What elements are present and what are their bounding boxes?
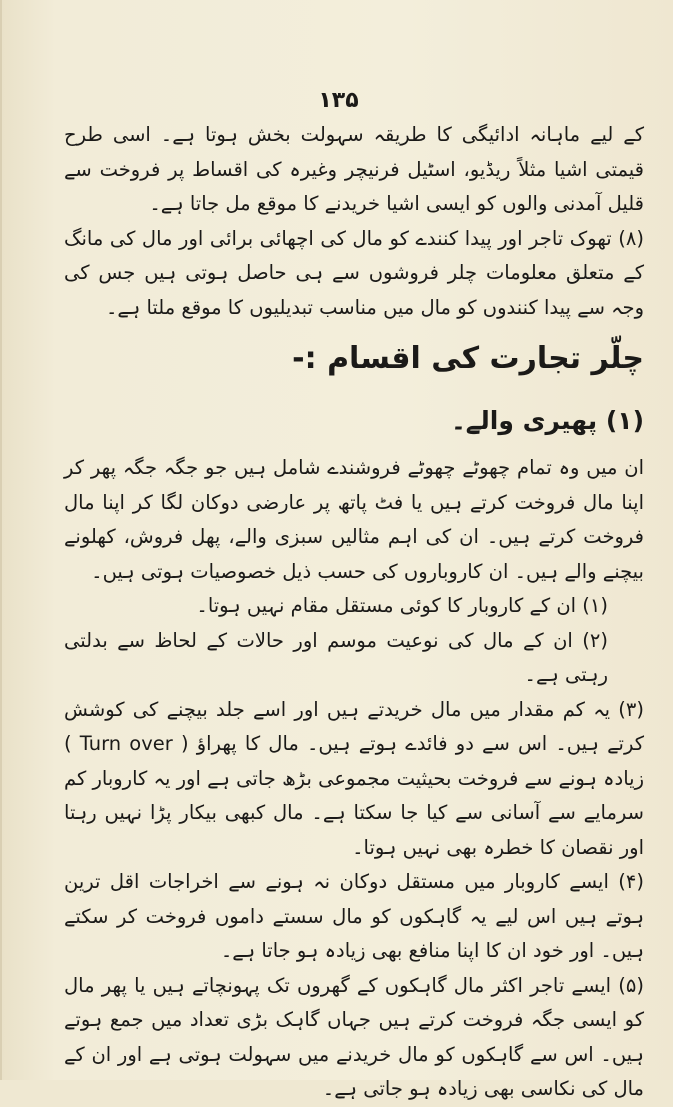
feature-item: (۱) ان کے کاروبار کا کوئی مستقل مقام نہیں ہوتا۔	[196, 594, 608, 617]
intro-paragraph: کے لیے ماہانہ ادائیگی کا طریقہ سہولت بخش ہوتا ہے۔ اسی طرح قیمتی اشیا مثلاً ریڈیو، اسٹیل فرنیچر وغیرہ کی اقساط پر فروخت سے قلیل آمدنی والوں کو ایسی اشیا خریدنے کا موقع مل جاتا ہے۔	[64, 123, 644, 215]
sub-heading-hawkers: (۱) پھیری والے۔	[451, 406, 644, 435]
feature-item: (۵) ایسے تاجر اکثر مال گاہکوں کے گھروں تک پہونچاتے ہیں یا پھر مال کو ایسی جگہ فروخت کرتے ہیں جہاں گاہک بڑی تعداد میں جمع ہوتے ہیں۔ اس سے گاہکوں کو مال خریدنے میں سہولت ہوتی ہے اور ان کے مال کی نکاسی بھی زیادہ ہو جاتی ہے۔	[64, 973, 644, 1100]
feature-item: (۳) یہ کم مقدار میں مال خریدتے ہیں اور اسے جلد بیچنے کی کوشش کرتے ہیں۔ اس سے دو فائدے ہوتے ہیں۔ مال کا پھراؤ ( Turn over ) زیادہ ہونے سے فروخت بحیثیت مجموعی بڑھ جاتی ہے اور یہ کاروبار کم سرمایے سے آسانی سے کیا جا سکتا ہے۔ مال کبھی بیکار پڑا نہیں رہتا اور نقصان کا خطرہ بھی نہیں ہوتا۔	[64, 697, 645, 859]
point-8-paragraph: (۸) تھوک تاجر اور پیدا کنندے کو مال کی اچھائی برائی اور مال کی مانگ کے متعلق معلومات چلر فروشوں سے ہی حاصل ہوتی ہیں جس کی وجہ سے پیدا کنندوں کو مال میں مناسب تبدیلیوں کا موقع ملتا ہے۔	[64, 226, 644, 319]
section-heading: چلّر تجارت کی اقسام :-	[292, 341, 644, 376]
hawkers-paragraph: ان میں وہ تمام چھوٹے چھوٹے فروشندے شامل ہیں جو جگہ جگہ پھر کر اپنا مال فروخت کرتے ہیں یا فٹ پاتھ پر عارضی دوکان لگا کر اپنا مال فروخت کرتے ہیں۔ ان کی اہم مثالیں سبزی والے، پھل فروش، کھلونے بیچنے والے ہیں۔ ان کاروباروں کی حسب ذیل خصوصیات ہوتی ہیں۔	[64, 456, 644, 583]
page-content	[64, 118, 644, 1107]
feature-item: (۴) ایسے کاروبار میں مستقل دوکان نہ ہونے سے اخراجات اقل ترین ہوتے ہیں اس لیے یہ گاہکوں کو مال سستے داموں فروخت کر سکتے ہیں۔ اور خود ان کا اپنا منافع بھی زیادہ ہو جاتا ہے۔	[64, 870, 644, 962]
feature-item: (۲) ان کے مال کی نوعیت موسم اور حالات کے لحاظ سے بدلتی رہتی ہے۔	[64, 628, 608, 686]
page-number: ۱۳۵	[318, 88, 359, 113]
